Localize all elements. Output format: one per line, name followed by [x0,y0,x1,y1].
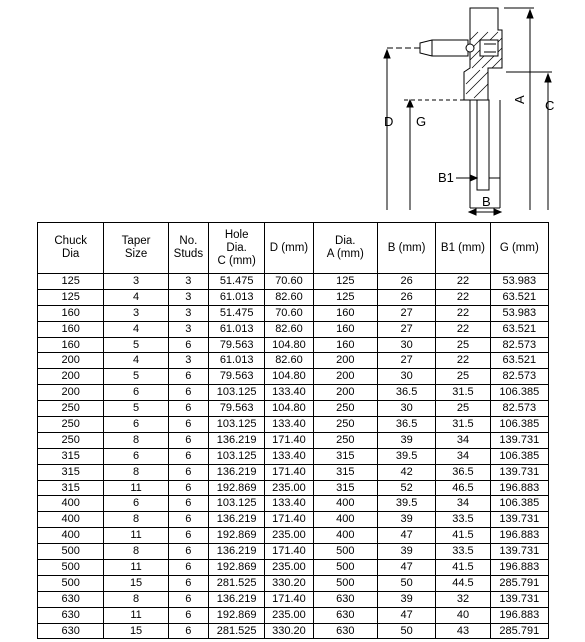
table-cell: 281.525 [208,575,264,591]
table-row [38,480,549,496]
table-cell: 104.80 [265,337,313,353]
table-cell: 47 [377,607,435,623]
table-cell: 3 [168,274,208,290]
table-cell: 3 [168,305,208,321]
table-cell: 200 [313,353,377,369]
table-cell: 5 [104,337,168,353]
table-cell: 61.013 [208,353,264,369]
table-cell: 6 [168,607,208,623]
table-cell: 50 [377,575,435,591]
table-cell: 630 [38,623,104,639]
table-cell: 82.60 [265,353,313,369]
table-cell: 30 [377,369,435,385]
table-cell: 46.5 [436,480,490,496]
table-cell: 39 [377,512,435,528]
label-b1: B1 [438,170,454,185]
table-cell: 3 [104,274,168,290]
table-cell: 330.20 [265,575,313,591]
table-cell: 171.40 [265,591,313,607]
table-cell: 3 [168,353,208,369]
table-cell: 47 [377,560,435,576]
table-cell: 630 [38,591,104,607]
table-cell: 6 [168,369,208,385]
table-cell: 22 [436,321,490,337]
table-cell: 31.5 [436,385,490,401]
table-cell: 4 [104,353,168,369]
table-cell: 200 [38,353,104,369]
table-cell: 44.5 [436,575,490,591]
table-cell: 22 [436,305,490,321]
table-cell: 11 [104,480,168,496]
table-row [38,353,549,369]
table-row [38,607,549,623]
table-cell: 315 [313,448,377,464]
table-cell: 6 [104,417,168,433]
table-cell: 3 [104,305,168,321]
table-cell: 6 [168,385,208,401]
table-cell: 82.573 [490,401,548,417]
table-cell: 82.573 [490,337,548,353]
table-cell: 330.20 [265,623,313,639]
table-cell: 139.731 [490,464,548,480]
table-cell: 136.219 [208,591,264,607]
column-header [104,223,168,274]
table-cell: 41.5 [436,528,490,544]
table-cell: 53.983 [490,274,548,290]
table-row [38,274,549,290]
table-cell: 6 [168,448,208,464]
table-cell: 171.40 [265,464,313,480]
column-header-line: Studs [173,248,204,260]
table-cell: 6 [168,591,208,607]
table-cell: 160 [313,305,377,321]
table-cell: 400 [313,496,377,512]
table-cell: 500 [313,560,377,576]
table-cell: 133.40 [265,385,313,401]
table-cell: 106.385 [490,385,548,401]
table-cell: 250 [313,401,377,417]
table-cell: 11 [104,560,168,576]
table-cell: 160 [38,305,104,321]
table-cell: 196.883 [490,560,548,576]
table-cell: 250 [38,417,104,433]
table-cell: 70.60 [265,274,313,290]
table-row [38,401,549,417]
table-row [38,369,549,385]
table-row [38,528,549,544]
table-cell: 61.013 [208,289,264,305]
table-cell: 235.00 [265,528,313,544]
table-cell: 103.125 [208,448,264,464]
table-cell: 4 [104,289,168,305]
table-cell: 200 [38,369,104,385]
table-cell: 82.60 [265,289,313,305]
spigot [477,100,489,190]
table-cell: 30 [377,401,435,417]
table-cell: 8 [104,591,168,607]
table-cell: 39.5 [377,448,435,464]
table-cell: 500 [313,544,377,560]
table-cell: 104.80 [265,369,313,385]
table-cell: 34 [436,496,490,512]
label-d: D [384,114,394,129]
table-cell: 6 [168,623,208,639]
column-header-line: Dia. [335,235,356,247]
table-cell: 630 [38,607,104,623]
table-cell: 133.40 [265,448,313,464]
column-header [377,223,435,274]
table-cell: 5 [104,401,168,417]
table-cell: 125 [38,274,104,290]
table-cell: 133.40 [265,417,313,433]
column-header-line: C (mm) [217,254,256,267]
table-row [38,385,549,401]
table-cell: 25 [436,369,490,385]
table-cell: 235.00 [265,480,313,496]
table-cell: 8 [104,432,168,448]
column-header-line: A (mm) [326,248,364,260]
table-cell: 42 [377,464,435,480]
table-cell: 106.385 [490,417,548,433]
column-header [436,223,490,274]
table-row [38,512,549,528]
table-cell: 25 [436,337,490,353]
table-cell: 43 [436,623,490,639]
table-cell: 192.869 [208,607,264,623]
table-body [38,274,549,639]
table-cell: 400 [38,496,104,512]
table-cell: 79.563 [208,369,264,385]
table-cell: 15 [104,623,168,639]
table-cell: 500 [38,544,104,560]
table-row [38,464,549,480]
label-a: A [512,95,527,104]
table-cell: 192.869 [208,480,264,496]
table-cell: 139.731 [490,432,548,448]
table-cell: 235.00 [265,607,313,623]
table-row [38,591,549,607]
table-cell: 6 [104,448,168,464]
table-cell: 315 [38,480,104,496]
column-header-line: B (mm) [387,241,426,254]
table-cell: 630 [313,591,377,607]
table-cell: 139.731 [490,591,548,607]
table-cell: 6 [168,337,208,353]
table-cell: 630 [313,607,377,623]
table-cell: 103.125 [208,417,264,433]
table-cell: 52 [377,480,435,496]
table-cell: 39.5 [377,496,435,512]
table-cell: 32 [436,591,490,607]
table-cell: 125 [313,289,377,305]
table-cell: 50 [377,623,435,639]
column-header-line: Hole [224,228,249,241]
table-cell: 250 [313,417,377,433]
table-cell: 104.80 [265,401,313,417]
table-cell: 160 [38,321,104,337]
column-header [490,223,548,274]
table-cell: 82.573 [490,369,548,385]
table-cell: 6 [168,401,208,417]
table-cell: 79.563 [208,401,264,417]
table-cell: 22 [436,289,490,305]
column-header [168,223,208,274]
table-cell: 160 [313,337,377,353]
specification-table [37,222,549,639]
table-cell: 6 [168,575,208,591]
table-cell: 70.60 [265,305,313,321]
column-header [265,223,313,274]
table-cell: 3 [168,289,208,305]
table-row [38,496,549,512]
column-header-line: Chuck [54,235,87,247]
table-cell: 136.219 [208,432,264,448]
table-cell: 160 [313,321,377,337]
table-cell: 500 [313,575,377,591]
column-header-line: B1 (mm) [440,241,485,254]
table-cell: 27 [377,321,435,337]
table-cell: 285.791 [490,623,548,639]
table-cell: 6 [168,528,208,544]
table-cell: 400 [313,528,377,544]
table-cell: 27 [377,353,435,369]
table-cell: 133.40 [265,496,313,512]
table-cell: 200 [38,385,104,401]
table-cell: 36.5 [436,464,490,480]
table-cell: 103.125 [208,496,264,512]
table-row [38,321,549,337]
table-cell: 171.40 [265,432,313,448]
table-cell: 400 [38,512,104,528]
column-header-line: Taper [121,235,151,247]
table-cell: 6 [104,496,168,512]
table-cell: 400 [313,512,377,528]
table-cell: 6 [168,464,208,480]
table-cell: 8 [104,512,168,528]
table-cell: 136.219 [208,512,264,528]
table-cell: 61.013 [208,321,264,337]
table-cell: 500 [38,575,104,591]
table-cell: 6 [168,417,208,433]
table-cell: 22 [436,274,490,290]
table-cell: 6 [168,560,208,576]
table-cell: 5 [104,369,168,385]
table-cell: 196.883 [490,528,548,544]
table-row [38,448,549,464]
table-row [38,432,549,448]
column-header-line: G (mm) [499,241,539,254]
label-g: G [416,114,427,129]
table-cell: 192.869 [208,560,264,576]
table-cell: 136.219 [208,544,264,560]
table-cell: 47 [377,528,435,544]
table-cell: 8 [104,544,168,560]
table-cell: 400 [38,528,104,544]
table-cell: 40 [436,607,490,623]
flange-diagram [0,0,585,220]
table-cell: 103.125 [208,385,264,401]
table-cell: 79.563 [208,337,264,353]
table-cell: 315 [313,480,377,496]
table-cell: 51.475 [208,274,264,290]
table-row [38,575,549,591]
table-cell: 8 [104,464,168,480]
table-cell: 4 [104,321,168,337]
table-cell: 22 [436,353,490,369]
table-cell: 250 [313,432,377,448]
table-cell: 51.475 [208,305,264,321]
table-cell: 139.731 [490,512,548,528]
table-cell: 6 [168,544,208,560]
table-row [38,560,549,576]
table-cell: 630 [313,623,377,639]
table-cell: 250 [38,401,104,417]
table-row [38,337,549,353]
table-cell: 196.883 [490,480,548,496]
table-cell: 41.5 [436,560,490,576]
table-cell: 34 [436,448,490,464]
table-row [38,289,549,305]
table-cell: 26 [377,274,435,290]
table-cell: 171.40 [265,512,313,528]
column-header-line: Dia. [226,241,247,254]
table-cell: 11 [104,528,168,544]
table-cell: 33.5 [436,544,490,560]
stud-bolt [420,40,468,56]
table-cell: 196.883 [490,607,548,623]
table-cell: 39 [377,591,435,607]
table-cell: 6 [104,385,168,401]
table-cell: 33.5 [436,512,490,528]
table-cell: 31.5 [436,417,490,433]
table-cell: 235.00 [265,560,313,576]
table-cell: 26 [377,289,435,305]
table-cell: 6 [168,496,208,512]
table-cell: 315 [38,448,104,464]
table-cell: 39 [377,544,435,560]
table-cell: 6 [168,512,208,528]
table-cell: 34 [436,432,490,448]
table-row [38,305,549,321]
label-c: C [545,98,555,113]
table-cell: 250 [38,432,104,448]
table-cell: 136.219 [208,464,264,480]
table-cell: 82.60 [265,321,313,337]
table-cell: 6 [168,480,208,496]
table-cell: 36.5 [377,417,435,433]
table-cell: 200 [313,369,377,385]
table-cell: 3 [168,321,208,337]
table-cell: 63.521 [490,353,548,369]
table-cell: 15 [104,575,168,591]
table-cell: 200 [313,385,377,401]
table-header-row [38,223,549,274]
table-cell: 139.731 [490,544,548,560]
column-header-line: No. [179,235,198,247]
table-cell: 192.869 [208,528,264,544]
column-header [38,223,104,274]
table-cell: 30 [377,337,435,353]
table-cell: 125 [38,289,104,305]
table-cell: 63.521 [490,289,548,305]
column-header [313,223,377,274]
table-cell: 6 [168,432,208,448]
column-header [208,223,264,274]
column-header-line: D (mm) [269,241,309,254]
table-row [38,417,549,433]
table-cell: 171.40 [265,544,313,560]
table-row [38,544,549,560]
column-header-line: Dia [62,248,80,260]
table-cell: 39 [377,432,435,448]
table-row [38,623,549,639]
table-cell: 36.5 [377,385,435,401]
table-cell: 106.385 [490,448,548,464]
table-cell: 27 [377,305,435,321]
column-header-line: Size [124,248,148,260]
table-cell: 160 [38,337,104,353]
table-cell: 106.385 [490,496,548,512]
table-cell: 281.525 [208,623,264,639]
table-cell: 53.983 [490,305,548,321]
table-cell: 63.521 [490,321,548,337]
table-cell: 125 [313,274,377,290]
table-cell: 285.791 [490,575,548,591]
table-cell: 315 [38,464,104,480]
table-cell: 25 [436,401,490,417]
table-cell: 315 [313,464,377,480]
label-b: B [482,194,491,209]
table-cell: 500 [38,560,104,576]
table-cell: 11 [104,607,168,623]
